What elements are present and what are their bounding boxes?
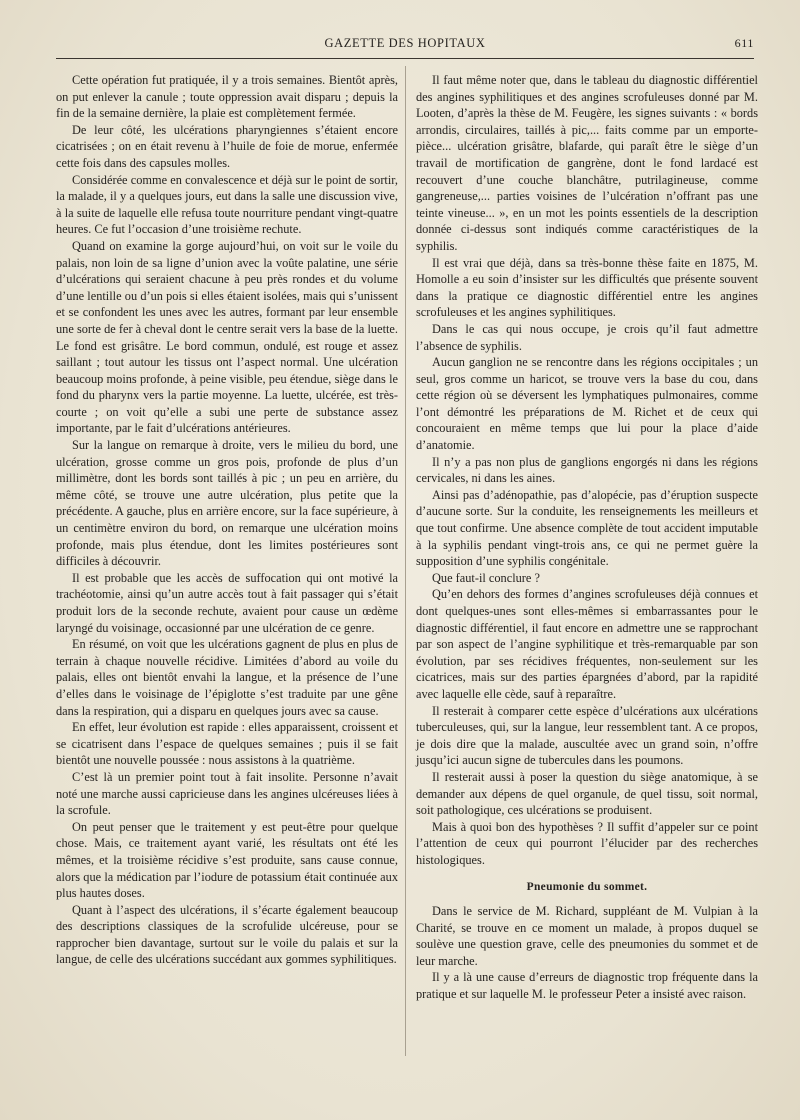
paragraph: Cette opération fut pratiquée, il y a trois semaines. Bientôt après, on put enlever la canule ; toute oppression avait disparu ; depuis la fin de la semaine dernière, la plaie est complètement fermée. — [56, 73, 398, 121]
paragraph: Il est probable que les accès de suffocation qui ont motivé la trachéotomie, ainsi qu’un autre accès tout à fait passager qui s’était produit lors de la seconde rechute, avaient pour cause un œdème laryngé du voisinage, occasionné par une ulcération de ce genre. — [56, 570, 398, 635]
paragraph: Sur la langue on remarque à droite, vers le milieu du bord, une ulcération, grosse comme un gros pois, profonde de plus d’un millimètre, dont les bords sont taillés à pic ; un peu en arrière, du même côté, se trouve une autre ulcération, plus petite que la précédente. A gauche, plus en arrière encore, sur la face supérieure, à un centimètre environ du bord, on remarque une ulcération moins profonde, mais plus étendue, dont les limites postérieures sont difficiles à découvrir. — [56, 438, 398, 569]
paragraph: Il resterait aussi à poser la question du siège anatomique, à se demander aux dépens de quel organule, de quel tissu, soit normal, soit pathologique, ces ulcérations se produisent. — [416, 769, 758, 818]
paragraph: De leur côté, les ulcérations pharyngiennes s’étaient encore cicatrisées ; on en était revenu à l’huile de foie de morue, enfermée cette fois dans des capsules molles. — [56, 122, 398, 170]
paragraph: Il resterait à comparer cette espèce d’ulcérations aux ulcérations tuberculeuses, qui, sur la langue, leur ressemblent tant. A ce propos, je dois dire que la malade, auscultée avec un grand soin, n’offre jusqu’ici aucun signe de tubercules dans les poumons. — [416, 703, 758, 768]
paragraph: Il n’y a pas non plus de ganglions engorgés ni dans les régions cervicales, ni dans les aines. — [416, 454, 758, 486]
running-header — [56, 34, 754, 54]
section-heading: Pneumonie du sommet. — [526, 880, 648, 893]
paragraph: On peut penser que le traitement y est peut-être pour quelque chose. Mais, ce traitement ayant varié, les résultats ont été les mêmes, et la troisième récidive s’est produite, sans cause connue, alors que la médication par l’iodure de potassium était continuée aux plus hautes doses. — [56, 819, 398, 901]
header-rule — [56, 58, 754, 59]
right-column — [416, 72, 758, 1003]
column-divider — [405, 66, 406, 1056]
journal-title: GAZETTE DES HOPITAUX — [324, 36, 486, 50]
paragraph: En résumé, on voit que les ulcérations gagnent de plus en plus de terrain à chaque nouvelle récidive. Limitées d’abord au voile du palais, elles ont bientôt envahi la langue, et la présence de l’une d’elles dans le voisinage de l’épiglotte s’est traduite par une gêne dans la respiration, qui a disparu en quelques jours avec sa cause. — [56, 637, 398, 718]
paragraph: Quand on examine la gorge aujourd’hui, on voit sur le voile du palais, non loin de sa ligne d’union avec la voûte palatine, une série d’ulcérations qui seraient chacune à peu près rondes et du volume d’une lentille ou d’un pois si elles étaient isolées, mais qui s’unissent et se confondent les unes avec les autres, formant par leur ensemble une sorte de fer à cheval dont le centre serait vers la base de la luette. Le fond est grisâtre. Le bord commun, ondulé, est rouge et assez saillant ; tout autour les tissus ont l’aspect normal. Une ulcération beaucoup moins profonde, à peine visible, peu étendue, siège dans le fond du pharynx vers la partie moyenne. La luette, ulcérée, est très-courte ; on voit qu’elle a subi une perte de substance assez importante, par le fait d’ulcérations antérieures. — [56, 238, 398, 436]
left-column — [56, 72, 398, 968]
paragraph: Considérée comme en convalescence et déjà sur le point de sortir, la malade, il y a quelques jours, eut dans la salle une discussion vive, à la suite de laquelle elle refusa toute nourriture pendant vingt-quatre heures. Ce fut l’occasion d’une troisième rechute. — [56, 172, 398, 237]
paragraph: Que faut-il conclure ? — [432, 570, 540, 585]
paragraph: C’est là un premier point tout à fait insolite. Personne n’avait noté une marche aussi capricieuse dans les angines ulcéreuses liées à la scrofule. — [56, 769, 398, 818]
paragraph: Mais à quoi bon des hypothèses ? Il suffit d’appeler sur ce point l’attention de ceux qui pourront l’élucider par des recherches histologiques. — [416, 819, 758, 867]
paragraph: Dans le service de M. Richard, suppléant de M. Vulpian à la Charité, se trouve en ce moment un malade, à propos duquel se soulève une question grave, celle des pneumonies du sommet et de leur marche. — [416, 904, 758, 968]
paragraph: Quant à l’aspect des ulcérations, il s’écarte également beaucoup des descriptions classiques de la scrofulide ulcéreuse, pour se rapprocher bien davantage, surtout sur le voile du palais et sur la langue, de celle des ulcérations succédant aux gommes syphilitiques. — [56, 902, 398, 967]
paragraph: Qu’en dehors des formes d’angines scrofuleuses déjà connues et dont quelques-unes sont elles-mêmes si embarrassantes pour le diagnostic différentiel, il faut encore en admettre une se rapprochant par son aspect de l’angine syphilitique et très-remarquable par son évolution, par ses récidives fréquentes, non-seulement sur les cicatrices, mais sur des parties épargnées d’abord, par la rapidité avec laquelle elle cède, sauf à reparaître. — [416, 587, 758, 701]
page-number: 611 — [734, 36, 754, 50]
paragraph: Dans le cas qui nous occupe, je crois qu’il faut admettre l’absence de syphilis. — [416, 321, 758, 353]
paragraph: Ainsi pas d’adénopathie, pas d’alopécie, pas d’éruption suspecte d’aucune sorte. Sur la conduite, les renseignements les meilleurs et que tout confirme. Une absence complète de tout accident imputable à la syphilis pendant vingt-trois ans, ce qui ne permet guère la supposition d’une syphilis congénitale. — [416, 487, 758, 569]
paragraph: Il faut même noter que, dans le tableau du diagnostic différentiel des angines syphilitiques et des angines scrofuleuses donné par M. Looten, d’après la thèse de M. Feugère, les signes suivants : « bords arrondis, circulaires, taillés à pic,... faits comme par un emporte-pièce... ulcération grisâtre, blafarde, qui paraît être le siège d’un travail de mortification de gangrène, dont le fond lardacé est recouvert d’une couche blanchâtre, putrilagineuse, comme gangreneuse,... parties voisines de l’ulcération n’offrant pas une teinte vineuse... », en un mot les points essentiels de la description donnée ci-dessus sont indiqués comme caractéristiques de la syphilis. — [416, 73, 758, 253]
paragraph: Il y a là une cause d’erreurs de diagnostic trop fréquente dans la pratique et sur laquelle M. le professeur Peter a insisté avec raison. — [416, 970, 758, 1002]
paragraph: En effet, leur évolution est rapide : elles apparaissent, croissent et se cicatrisent dans l’espace de quelques semaines ; puis il se fait bientôt une nouvelle poussée : nous assistons à la quatrième. — [56, 720, 398, 768]
paragraph: Il est vrai que déjà, dans sa très-bonne thèse faite en 1875, M. Homolle a eu soin d’insister sur les difficultés que présente souvent dans la pratique ce diagnostic différentiel entre les angines scrofuleuses et les angines syphilitiques. — [416, 255, 758, 320]
paragraph: Aucun ganglion ne se rencontre dans les régions occipitales ; un seul, gros comme un haricot, se trouve vers la base du cou, dans cette région où se déversent les lymphatiques pulmonaires, comme l’ont démontré les préparations de M. Richet et de ceux qui concouraient en même temps que lui pour la place d’aide d’anatomie. — [416, 355, 758, 453]
